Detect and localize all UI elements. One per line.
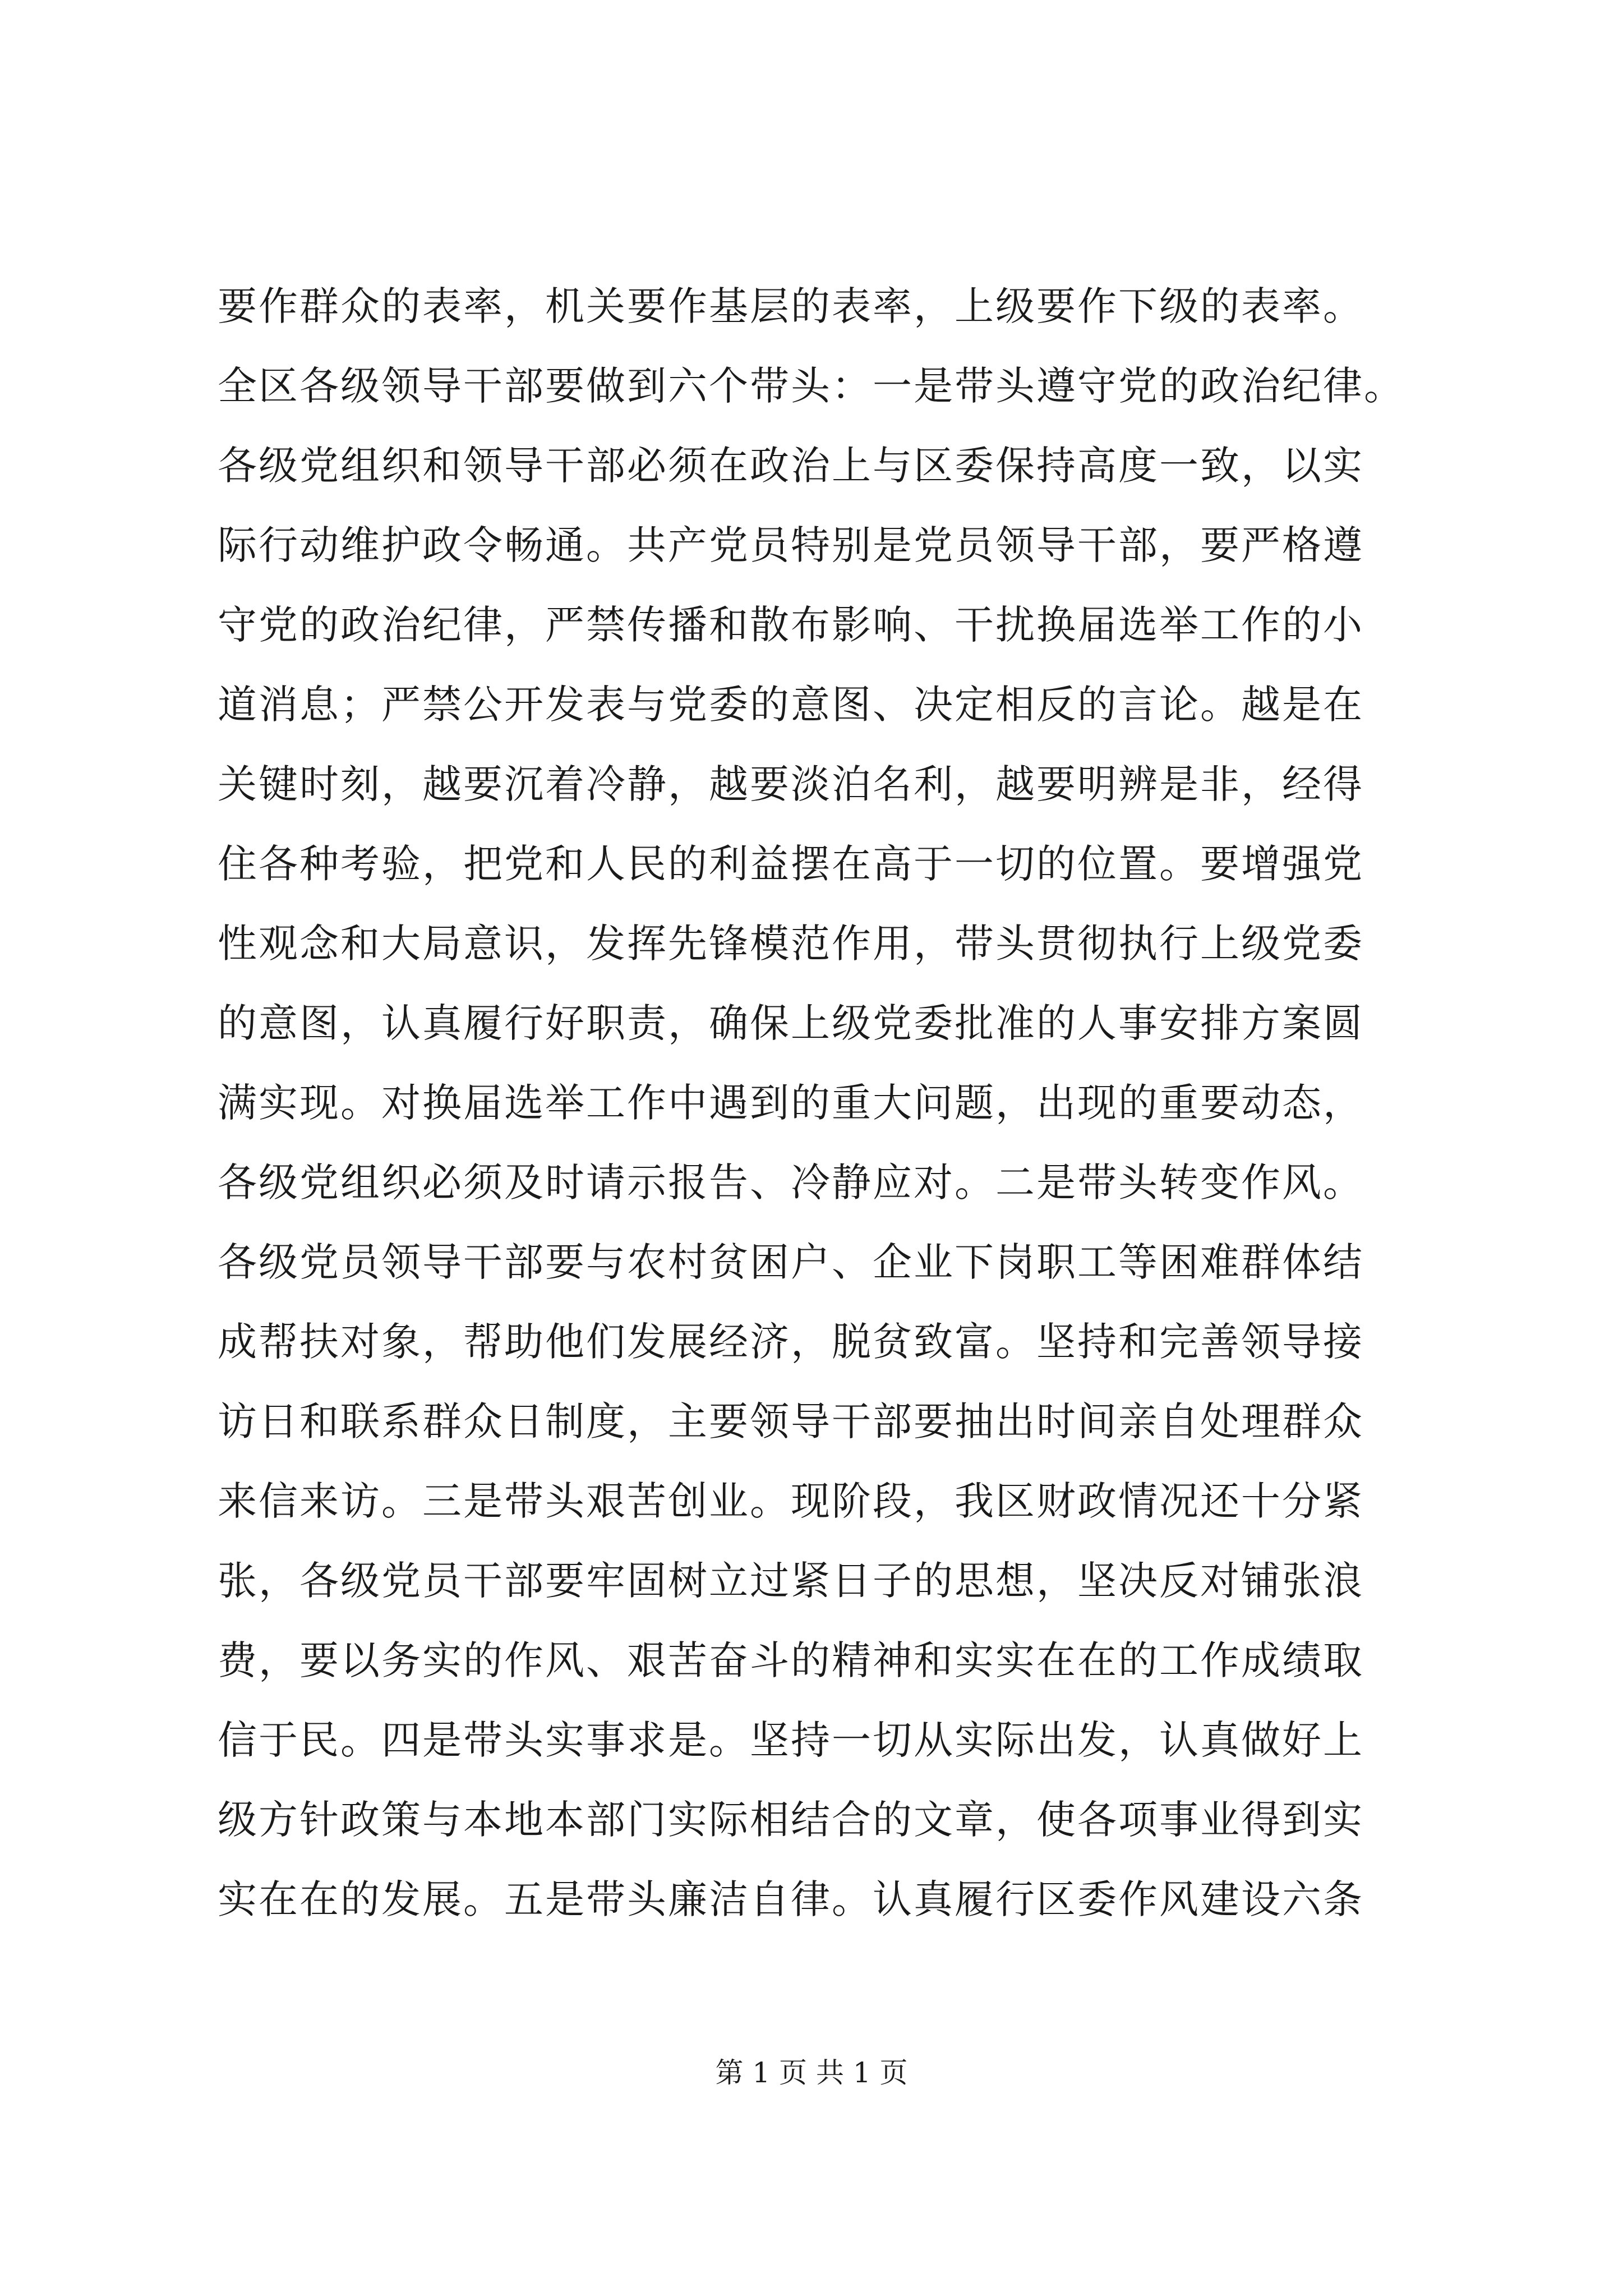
text-line: 张，各级党员干部要牢固树立过紧日子的思想，坚决反对铺张浪 xyxy=(218,1558,1364,1604)
text-line: 守党的政治纪律，严禁传播和散布影响、干扰换届选举工作的小 xyxy=(218,602,1364,648)
body-text xyxy=(218,266,1474,1939)
page-number-footer: 第 1 页 共 1 页 xyxy=(715,2056,908,2089)
text-line: 的意图，认真履行好职责，确保上级党委批准的人事安排方案圆 xyxy=(218,1000,1364,1046)
text-line: 来信来访。三是带头艰苦创业。现阶段，我区财政情况还十分紧 xyxy=(218,1478,1364,1524)
text-line: 费，要以务实的作风、艰苦奋斗的精神和实实在在的工作成绩取 xyxy=(218,1637,1364,1683)
text-line: 满实现。对换届选举工作中遇到的重大问题，出现的重要动态， xyxy=(218,1080,1364,1126)
text-line: 要作群众的表率，机关要作基层的表率，上级要作下级的表率。 xyxy=(218,283,1364,329)
text-line: 际行动维护政令畅通。共产党员特别是党员领导干部，要严格遵 xyxy=(218,522,1364,568)
text-line: 关键时刻，越要沉着冷静，越要淡泊名利，越要明辨是非，经得 xyxy=(218,761,1364,807)
text-line: 成帮扶对象，帮助他们发展经济，脱贫致富。坚持和完善领导接 xyxy=(218,1319,1364,1365)
text-line: 住各种考验，把党和人民的利益摆在高于一切的位置。要增强党 xyxy=(218,841,1364,887)
text-line: 性观念和大局意识，发挥先锋模范作用，带头贯彻执行上级党委 xyxy=(218,921,1364,967)
text-line: 实在在的发展。五是带头廉洁自律。认真履行区委作风建设六条 xyxy=(218,1876,1364,1922)
text-line: 各级党组织和领导干部必须在政治上与区委保持高度一致，以实 xyxy=(218,443,1364,489)
text-line: 各级党组织必须及时请示报告、冷静应对。二是带头转变作风。 xyxy=(218,1159,1364,1205)
text-line: 信于民。四是带头实事求是。坚持一切从实际出发，认真做好上 xyxy=(218,1717,1364,1763)
text-line: 各级党员领导干部要与农村贫困户、企业下岗职工等困难群体结 xyxy=(218,1239,1364,1285)
text-line: 全区各级领导干部要做到六个带头：一是带头遵守党的政治纪律。 xyxy=(218,363,1405,409)
text-line: 访日和联系群众日制度，主要领导干部要抽出时间亲自处理群众 xyxy=(218,1398,1364,1444)
text-line: 道消息；严禁公开发表与党委的意图、决定相反的言论。越是在 xyxy=(218,682,1364,728)
text-line: 级方针政策与本地本部门实际相结合的文章，使各项事业得到实 xyxy=(218,1797,1364,1843)
